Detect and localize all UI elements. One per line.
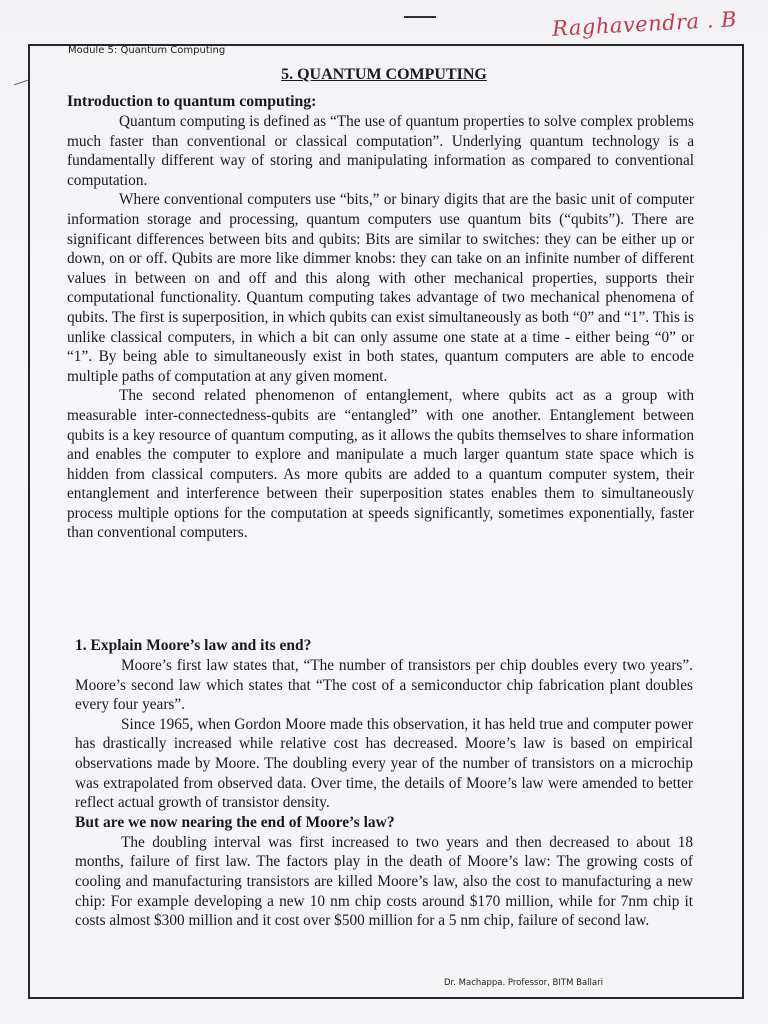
intro-paragraph-1: Quantum computing is defined as “The use of quantum properties to solve complex problems much faster than conventional or classical computation”. Underlying quantum technology is a fundamentally different way of storing and manipulating information as compared to conventional computation. bbox=[67, 113, 694, 189]
moore-paragraph-1: Moore’s first law states that, “The number of transistors per chip doubles every two years”. Moore’s second law which states that “The cost of a semiconductor chip fabrication plant doubles every four years”. bbox=[75, 657, 693, 714]
module-header: Module 5: Quantum Computing bbox=[68, 45, 226, 56]
page-title: 5. QUANTUM COMPUTING bbox=[281, 66, 487, 83]
moore-paragraph-2: Since 1965, when Gordon Moore made this observation, it has held true and computer power has drastically increased while relative cost has decreased. Moore’s law is based on empirical observations made by Moore. The doubling every year of the number of transistors on a microchip was extrapolated from observed data. Over time, the details of Moore’s law were amended to better reflect actual growth of transistor density. bbox=[75, 715, 693, 812]
intro-section bbox=[67, 92, 694, 543]
moore-end-paragraph: The doubling interval was first increased to two years and then decreased to about 18 months, failure of first law. The factors play in the death of Moore’s law: The growing costs of cooling and manufacturing transistors are killed Moore’s law, also the cost to manufacturing a new chip: For example developing a new 10 nm chip costs around $170 million, while for 7nm chip it costs almost $300 million and it cost over $500 million for a 5 nm chip, failure of second law. bbox=[75, 833, 693, 930]
handwritten-signature: Raghavendra . B bbox=[551, 7, 738, 41]
intro-paragraph-3: The second related phenomenon of entanglement, where qubits act as a group with measurable inter-connectedness-qubits are “entangled” with one another. Entanglement between qubits is a key resource of quantum computing, as it allows the qubits themselves to share information and enables the computer to explore and manipulate a much larger quantum state space which is hidden from classical computers. As more qubits are added to a quantum computer system, their entanglement and interference between their superposition states enables them to simultaneously process multiple options for the computation at speeds significantly, sometimes exponentially, faster than conventional computers. bbox=[67, 387, 694, 542]
intro-heading: Introduction to quantum computing: bbox=[67, 93, 317, 110]
intro-paragraph-2: Where conventional computers use “bits,” or binary digits that are the basic unit of computer information storage and processing, quantum computers use quantum bits (“qubits”). There are significant differences between bits and qubits: Bits are similar to switches: they can be either up or down, on or off. Qubits are more like dimmer knobs: they can take on an infinite number of different values in between on and off and this along with other mechanical properties, supports their computational functionality. Quantum computing takes advantage of two mechanical phenomena of qubits. The first is superposition, in which qubits can exist simultaneously as both “0” and “1”. This is unlike classical computers, in which a bit can only assume one state at a time - either being “0” or “1”. By being able to simultaneously exist in both states, quantum computers are able to encode multiple paths of computation at any given moment. bbox=[67, 191, 694, 385]
moore-question-heading: 1. Explain Moore’s law and its end? bbox=[75, 637, 312, 654]
top-pen-mark bbox=[404, 16, 436, 18]
page-footer: Dr. Machappa. Professor, BITM Ballari bbox=[444, 978, 603, 988]
moore-end-subheading: But are we now nearing the end of Moore’s law? bbox=[75, 813, 395, 831]
moore-section bbox=[75, 636, 693, 931]
